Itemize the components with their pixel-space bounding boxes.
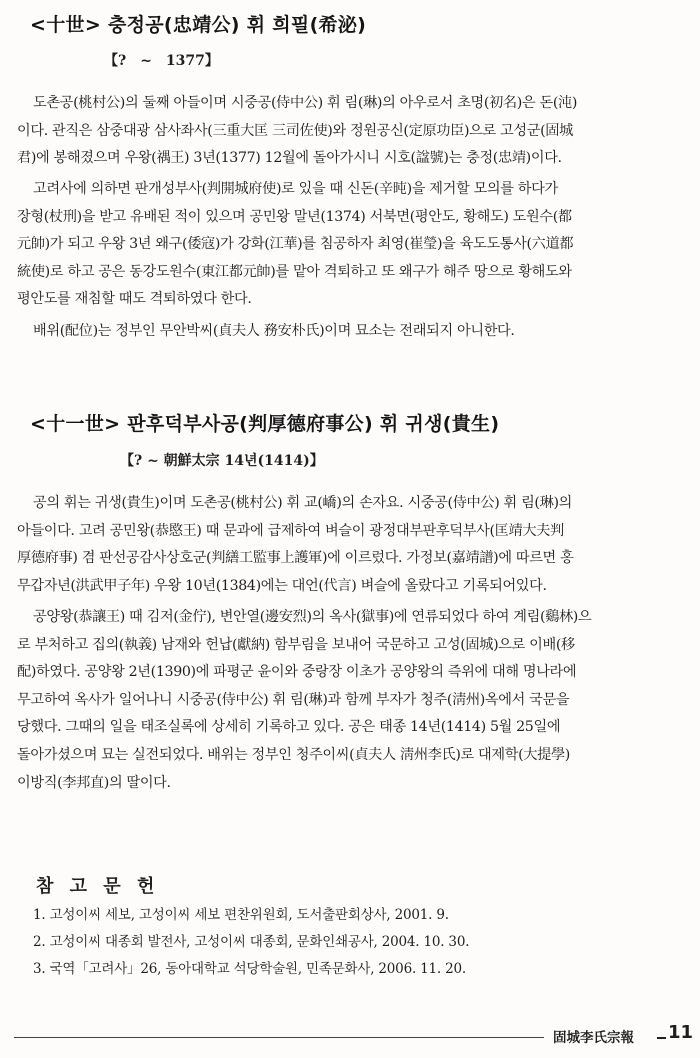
reference-item: 1. 고성이씨 세보, 고성이씨 세보 편찬위원회, 도서출판회상사, 2001. 9. (33, 907, 449, 923)
footer-rule (14, 1037, 544, 1038)
text-line: 厚德府事) 겸 판선공감사상호군(判繕工監事上護軍)에 이르렀다. 가정보(嘉靖譜)에 따르면 홍 (17, 550, 574, 567)
text-line: 공의 휘는 귀생(貴生)이며 도촌공(桃村公) 휘 교(嶠)의 손자요. 시중공(侍中公) 휘 림(琳)의 (33, 495, 572, 511)
section-title-11th-generation: <十一世> 판후덕부사공(判厚德府事公) 휘 귀생(貴生) (30, 413, 500, 435)
text-line: 공양왕(恭讓王) 때 김저(金佇), 변안열(邊安烈)의 옥사(獄事)에 연류되었다 하여 계림(鷄林)으 (33, 609, 592, 625)
text-line: 장형(杖刑)을 받고 유배된 적이 있으며 공민왕 말년(1374) 서북면(평안도, 황해도) 도원수(都 (17, 208, 572, 225)
text-line: 로 부처하고 집의(執義) 남재와 헌납(獻納) 함부림을 보내어 국문하고 고성(固城)으로 이배(移 (17, 636, 575, 653)
references-heading: 참 고 문 헌 (36, 876, 160, 897)
reference-item: 3. 국역「고려사」26, 동아대학교 석당학술원, 민족문화사, 2006. 11. 20. (33, 961, 466, 977)
text-line: 元帥)가 되고 우왕 3년 왜구(倭寇)가 강화(江華)를 침공하자 최영(崔瑩)을 육도도통사(六道都 (17, 236, 574, 253)
text-line: 평안도를 재침할 때도 격퇴하였다 한다. (17, 291, 252, 308)
section2-paragraph-1 (17, 490, 693, 600)
text-line: 무갑자년(洪武甲子年) 우왕 10년(1384)에는 대언(代言) 벼슬에 올랐다고 기록되어있다. (17, 577, 547, 594)
references-list (33, 902, 673, 983)
text-line: 배위(配位)는 정부인 무안박씨(貞夫人 務安朴氏)이며 묘소는 전래되지 아니한다. (33, 323, 515, 339)
section1-paragraph-3 (17, 318, 693, 346)
section-title-10th-generation: <十世> 충정공(忠靖公) 휘 희필(希泌) (30, 14, 367, 36)
footer-publication-name: 固城李氏宗報 (553, 1030, 634, 1046)
section1-paragraph-1 (17, 90, 693, 173)
text-line: 돌아가셨으며 묘는 실전되었다. 배위는 정부인 청주이씨(貞夫人 淸州李氏)로 대제학(大提學) (17, 746, 570, 763)
text-line: 고려사에 의하면 판개성부사(判開城府使)로 있을 때 신돈(辛旽)을 제거할 모의를 하다가 (33, 181, 558, 197)
footer-dash (657, 1037, 666, 1039)
text-line: 도촌공(桃村公)의 둘째 아들이며 시중공(侍中公) 휘 림(琳)의 아우로서 초명(初名)은 돈(沌) (33, 95, 578, 111)
text-line: 이다. 관직은 삼중대광 삼사좌사(三重大匡 三司佐使)와 정원공신(定原功臣)으로 고성군(固城 (17, 122, 573, 139)
reference-item: 2. 고성이씨 대종회 발전사, 고성이씨 대종회, 문화인쇄공사, 2004. 10. 30. (33, 934, 470, 950)
section1-paragraph-2 (17, 176, 693, 314)
text-line: 配)하였다. 공양왕 2년(1390)에 파평군 윤이와 중랑장 이초가 공양왕의 즉위에 대해 명나라에 (17, 664, 577, 681)
page-number: 11 (668, 1022, 694, 1043)
text-line: 아들이다. 고려 공민왕(恭愍王) 때 문과에 급제하여 벼슬이 광정대부판후덕부사(匡靖大夫判 (17, 522, 564, 539)
section2-paragraph-2 (17, 604, 693, 797)
section-date-range: 【? ~ 朝鮮太宗 14년(1414)】 (120, 453, 324, 469)
text-line: 君)에 봉해졌으며 우왕(禑王) 3년(1377) 12월에 돌아가시니 시호(諡號)는 충정(忠靖)이다. (17, 150, 562, 167)
section-date-range: 【? ~ 1377】 (104, 53, 219, 69)
text-line: 당했다. 그때의 일을 태조실록에 상세히 기록하고 있다. 공은 태종 14년(1414) 5월 25일에 (17, 719, 561, 736)
text-line: 統使)로 하고 공은 동강도원수(東江都元帥)를 맡아 격퇴하고 또 왜구가 해주 땅으로 황해도와 (17, 263, 572, 280)
text-line: 무고하여 옥사가 일어나니 시중공(侍中公) 휘 림(琳)과 함께 부자가 청주(淸州)옥에서 국문을 (17, 691, 570, 708)
text-line: 이방직(李邦直)의 딸이다. (17, 774, 171, 791)
